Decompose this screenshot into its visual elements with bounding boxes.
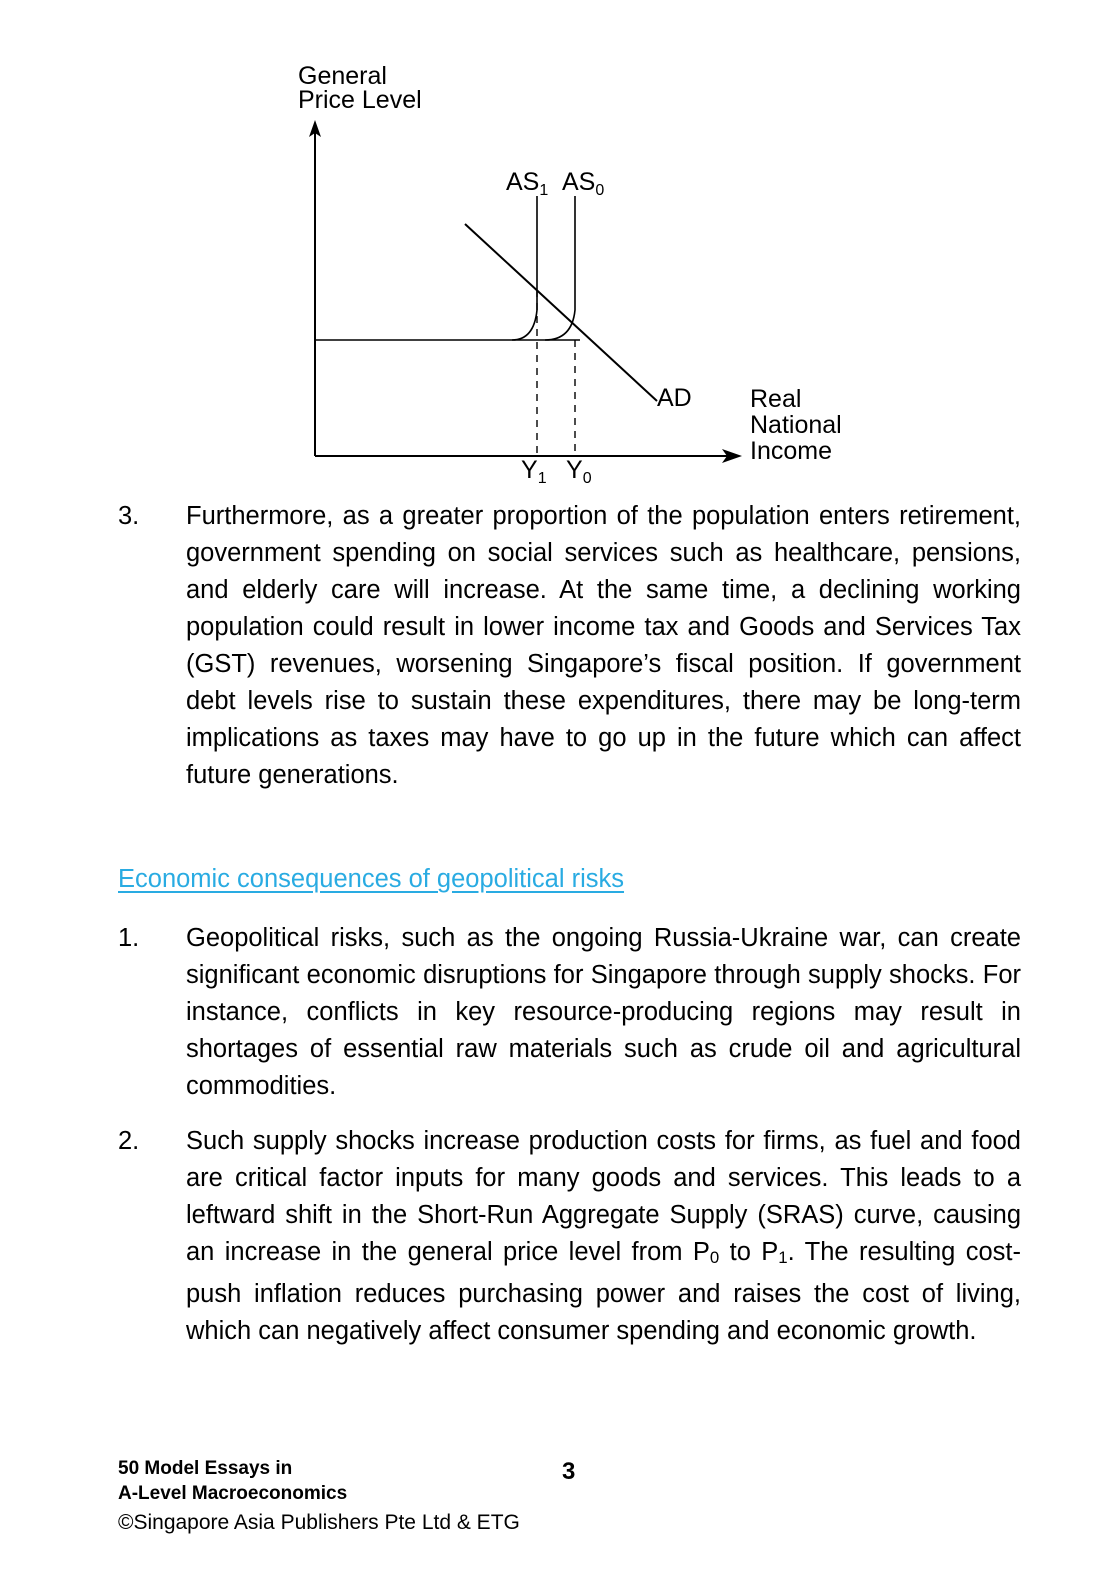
paragraph-text-part2: to P — [719, 1238, 779, 1266]
footer-imprint — [118, 1456, 520, 1538]
paragraph-text-part3: . The resulting cost-push inflation reduces purchasing power and raises the cost of living, which can negatively affect consumer spending and economic growth. — [186, 1238, 1022, 1346]
paragraph-item — [0, 498, 1099, 794]
as1-label: $AS_1$ — [506, 168, 549, 199]
paragraph-item — [0, 920, 1099, 1105]
x-tick-y1: $Y_1$ — [521, 456, 547, 487]
as1-curve — [512, 196, 537, 340]
subscript-p1: 1 — [778, 1248, 788, 1268]
x-tick-y0: $Y_0$ — [566, 456, 592, 487]
as0-label: $AS_0$ — [562, 168, 605, 199]
as0-curve — [545, 196, 575, 340]
paragraph-text-part1: Such supply shocks increase production costs for firms, as fuel and food are critical factor inputs for many goods and services. This leads to a leftward shift in the Short-Run Aggregate Supply (SRAS) curve, causing an increase in the general price level from P — [186, 1127, 1021, 1266]
footer-title-line1: 50 Model Essays in — [118, 1458, 293, 1479]
heading-spacer — [0, 906, 1099, 920]
page-content — [0, 498, 1099, 1368]
y-axis-label-line1: General — [298, 62, 387, 90]
ad-label: AD — [657, 384, 692, 412]
subscript-p0: 0 — [709, 1248, 720, 1268]
ad-curve — [465, 224, 657, 401]
footer-copyright: ©Singapore Asia Publishers Pte Ltd & ETG — [118, 1511, 520, 1534]
paragraph-item — [0, 1123, 1099, 1350]
section-heading — [0, 860, 1099, 898]
y-axis-label-line2: Price Level — [298, 86, 422, 114]
x-axis-label-line2: National — [750, 411, 842, 439]
paragraph-text — [186, 1123, 1021, 1350]
paragraph-number: 1. — [118, 924, 140, 952]
page-number: 3 — [562, 1458, 576, 1485]
section-spacer — [0, 812, 1099, 860]
x-axis-label-line3: Income — [750, 437, 832, 465]
paragraph-text: Furthermore, as a greater proportion of the population enters retirement, government spending on social services such as healthcare, pensions, and elderly care will increase. At the same time, a declining working population could result in lower income tax and Goods and Services Tax (GST) revenues, worsening Singapore’s fiscal position. If government debt levels rise to sustain these expenditures, there may be long-term implications as taxes may have to go up in the future which can affect future generations. — [186, 502, 1021, 789]
footer-title-line2: A-Level Macroeconomics — [118, 1483, 348, 1504]
x-axis-label-line1: Real — [750, 385, 802, 413]
paragraph-number: 3. — [118, 502, 140, 530]
paragraph-text: Geopolitical risks, such as the ongoing Russia-Ukraine war, can create significant economic disruptions for Singapore through supply shocks. For instance, conflicts in key resource-producing regions may result in shortages of essential raw materials such as crude oil and agricultural commodities. — [186, 924, 1021, 1100]
page-footer — [0, 1456, 1099, 1566]
ad-as-diagram — [0, 0, 1099, 500]
paragraph-number: 2. — [118, 1127, 140, 1155]
section-heading-text: Economic consequences of geopolitical risks — [118, 865, 625, 893]
